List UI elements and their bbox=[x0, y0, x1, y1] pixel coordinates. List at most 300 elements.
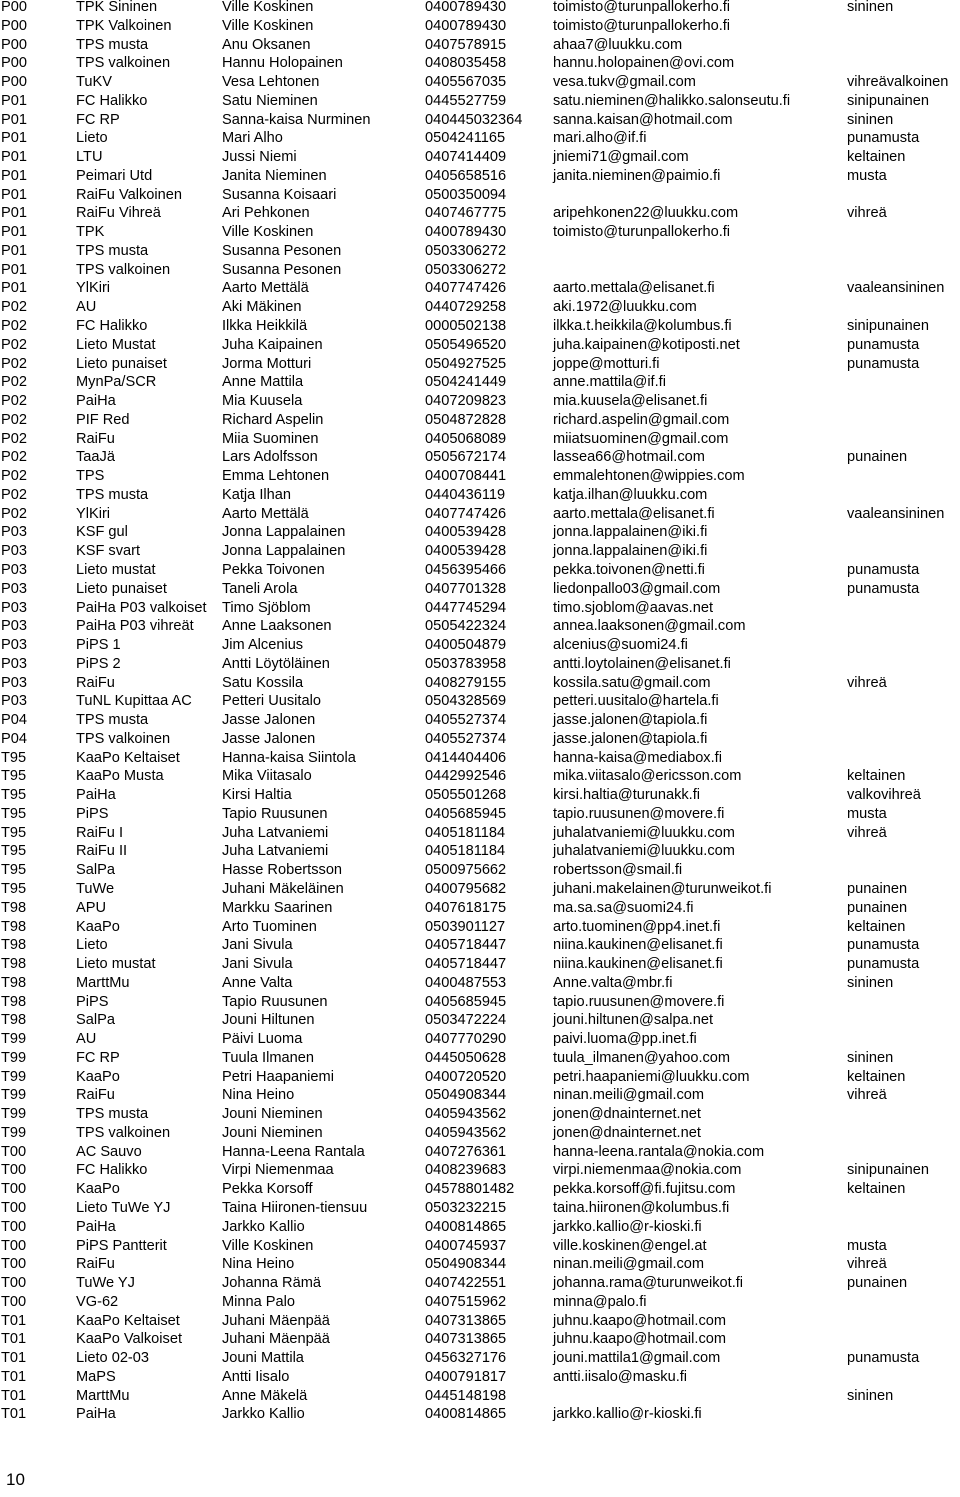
color-cell: punamusta bbox=[847, 956, 920, 973]
color-cell: punamusta bbox=[847, 1350, 920, 1367]
contact-name-cell: Susanna Pesonen bbox=[222, 242, 342, 259]
email-cell[interactable]: tapio.ruusunen@movere.fi bbox=[553, 805, 725, 822]
team-cell: FC RP bbox=[76, 111, 120, 128]
team-cell: RaiFu bbox=[76, 1256, 115, 1273]
contact-name-cell: Markku Saarinen bbox=[222, 899, 333, 916]
contact-name-cell: Jussi Niemi bbox=[222, 149, 297, 166]
contact-name-cell: Mia Kuusela bbox=[222, 393, 303, 410]
team-cell: TPS valkoinen bbox=[76, 1124, 171, 1141]
phone-cell: 04578801482 bbox=[425, 1181, 515, 1198]
table-row bbox=[0, 111, 960, 130]
color-cell: punamusta bbox=[847, 561, 920, 578]
table-row bbox=[0, 824, 960, 843]
table-row bbox=[0, 1161, 960, 1180]
phone-cell: 0400789430 bbox=[425, 17, 507, 34]
contact-name-cell: Anne Mattila bbox=[222, 374, 304, 391]
table-row bbox=[0, 730, 960, 749]
series-cell: T01 bbox=[1, 1350, 27, 1367]
phone-cell: 0405527374 bbox=[425, 712, 507, 729]
team-cell: FC Halikko bbox=[76, 318, 148, 335]
contact-name-cell: Minna Palo bbox=[222, 1293, 296, 1310]
table-row bbox=[0, 1086, 960, 1105]
email-cell[interactable]: taina.hiironen@kolumbus.fi bbox=[553, 1200, 730, 1216]
email-cell[interactable]: aripehkonen22@luukku.com bbox=[553, 205, 739, 222]
phone-cell: 0504241165 bbox=[425, 130, 506, 147]
phone-cell: 0503472224 bbox=[425, 1012, 507, 1029]
phone-cell: 0407701328 bbox=[425, 580, 507, 597]
team-cell: MaPS bbox=[76, 1368, 116, 1385]
color-cell: sininen bbox=[847, 1387, 894, 1404]
contact-name-cell: Tapio Ruusunen bbox=[222, 993, 328, 1010]
email-cell[interactable]: jarkko.kallio@r-kioski.fi bbox=[553, 1218, 702, 1235]
table-row bbox=[0, 1237, 960, 1256]
contact-name-cell: Taina Hiironen-tiensuu bbox=[222, 1200, 368, 1216]
email-cell[interactable]: mika.viitasalo@ericsson.com bbox=[553, 768, 742, 785]
email-cell[interactable]: vesa.tukv@gmail.com bbox=[553, 74, 696, 91]
team-cell: TPS musta bbox=[76, 36, 149, 53]
series-cell: T98 bbox=[1, 1012, 27, 1029]
table-row bbox=[0, 204, 960, 223]
contact-name-cell: Mari Alho bbox=[222, 130, 283, 147]
contact-name-cell: Ville Koskinen bbox=[222, 17, 314, 34]
contact-name-cell: Sanna-kaisa Nurminen bbox=[222, 111, 371, 128]
phone-cell: 0400708441 bbox=[425, 468, 507, 485]
table-row bbox=[0, 936, 960, 955]
color-cell: sininen bbox=[847, 1049, 894, 1066]
team-cell: RaiFu bbox=[76, 1087, 115, 1104]
color-cell: vihreä bbox=[847, 205, 887, 222]
email-cell[interactable]: mia.kuusela@elisanet.fi bbox=[553, 393, 708, 410]
color-cell: vihreävalkoinen bbox=[847, 74, 949, 91]
email-cell[interactable]: virpi.niemenmaa@nokia.com bbox=[553, 1162, 742, 1179]
team-cell: APU bbox=[76, 899, 107, 916]
team-cell: TPK Valkoinen bbox=[76, 17, 172, 34]
team-cell: TPS musta bbox=[76, 1106, 149, 1123]
team-cell: FC Halikko bbox=[76, 1162, 148, 1179]
email-cell[interactable]: tuula_ilmanen@yahoo.com bbox=[553, 1049, 731, 1066]
email-cell[interactable]: Anne.valta@mbr.fi bbox=[553, 974, 673, 991]
table-row bbox=[0, 899, 960, 918]
phone-cell: 0445148198 bbox=[425, 1387, 507, 1404]
phone-cell: 0503306272 bbox=[425, 242, 507, 259]
series-cell: T99 bbox=[1, 1106, 27, 1123]
contact-name-cell: Juha Latvaniemi bbox=[222, 843, 329, 860]
series-cell: P04 bbox=[1, 730, 27, 747]
series-cell: P02 bbox=[1, 411, 27, 428]
contact-name-cell: Jasse Jalonen bbox=[222, 712, 316, 729]
table-row bbox=[0, 561, 960, 580]
email-cell[interactable]: lassea66@hotmail.com bbox=[553, 449, 705, 466]
series-cell: T01 bbox=[1, 1406, 27, 1423]
team-cell: YlKiri bbox=[76, 280, 111, 297]
series-cell: T00 bbox=[1, 1293, 27, 1310]
contact-name-cell: Anne Mäkelä bbox=[222, 1387, 308, 1404]
contact-name-cell: Juhani Mäenpää bbox=[222, 1331, 330, 1348]
table-row bbox=[0, 1180, 960, 1199]
table-row bbox=[0, 392, 960, 411]
contact-name-cell: Lars Adolfsson bbox=[222, 449, 318, 466]
team-cell: KaaPo Keltaiset bbox=[76, 1312, 180, 1329]
team-cell: PaiHa bbox=[76, 393, 116, 410]
color-cell: sinipunainen bbox=[847, 318, 929, 335]
contact-name-cell: Richard Aspelin bbox=[222, 411, 324, 428]
email-cell[interactable]: jasse.jalonen@tapiola.fi bbox=[553, 712, 708, 729]
email-cell[interactable]: kossila.satu@gmail.com bbox=[553, 674, 711, 691]
email-cell[interactable]: jasse.jalonen@tapiola.fi bbox=[553, 730, 708, 747]
phone-cell: 0405527374 bbox=[425, 730, 507, 747]
table-row bbox=[0, 955, 960, 974]
email-cell[interactable]: ninan.meili@gmail.com bbox=[553, 1087, 705, 1104]
series-cell: P03 bbox=[1, 655, 27, 672]
phone-cell: 0405068089 bbox=[425, 430, 507, 447]
series-cell: P03 bbox=[1, 674, 27, 691]
contact-name-cell: Anu Oksanen bbox=[222, 36, 311, 53]
color-cell: musta bbox=[847, 167, 887, 184]
phone-cell: 0407467775 bbox=[425, 205, 507, 222]
contact-name-cell: Nina Heino bbox=[222, 1256, 295, 1273]
series-cell: P01 bbox=[1, 224, 27, 241]
table-row bbox=[0, 448, 960, 467]
phone-cell: 0503901127 bbox=[425, 918, 506, 935]
contact-name-cell: Jonna Lappalainen bbox=[222, 524, 346, 541]
color-cell: keltainen bbox=[847, 768, 906, 785]
email-cell[interactable]: aarto.mettala@elisanet.fi bbox=[553, 280, 715, 297]
team-cell: RaiFu bbox=[76, 430, 115, 447]
team-cell: RaiFu I bbox=[76, 824, 124, 841]
email-cell[interactable]: juhnu.kaapo@hotmail.com bbox=[553, 1312, 727, 1329]
phone-cell: 0407747426 bbox=[425, 280, 507, 297]
email-cell[interactable]: alcenius@suomi24.fi bbox=[553, 637, 688, 654]
series-cell: T00 bbox=[1, 1237, 27, 1254]
color-cell: punamusta bbox=[847, 937, 920, 954]
phone-cell: 0405181184 bbox=[425, 843, 506, 860]
contact-name-cell: Aki Mäkinen bbox=[222, 299, 302, 316]
email-cell[interactable]: mari.alho@if.fi bbox=[553, 130, 647, 147]
phone-cell: 0400539428 bbox=[425, 524, 507, 541]
email-cell[interactable]: aarto.mettala@elisanet.fi bbox=[553, 505, 715, 522]
contact-name-cell: Jarkko Kallio bbox=[222, 1218, 305, 1235]
color-cell: keltainen bbox=[847, 1181, 906, 1198]
series-cell: T98 bbox=[1, 956, 27, 973]
contact-name-cell: Miia Suominen bbox=[222, 430, 319, 447]
phone-cell: 0405181184 bbox=[425, 824, 506, 841]
series-cell: P02 bbox=[1, 486, 27, 503]
team-cell: TPS musta bbox=[76, 242, 149, 259]
series-cell: T98 bbox=[1, 993, 27, 1010]
contact-name-cell: Pekka Toivonen bbox=[222, 561, 325, 578]
series-cell: T01 bbox=[1, 1368, 27, 1385]
email-cell[interactable]: niina.kaukinen@elisanet.fi bbox=[553, 956, 723, 973]
series-cell: P01 bbox=[1, 92, 27, 109]
team-cell: PaiHa bbox=[76, 787, 116, 804]
phone-cell: 0407515962 bbox=[425, 1293, 507, 1310]
team-cell: TuNL Kupittaa AC bbox=[76, 693, 192, 710]
table-row bbox=[0, 411, 960, 430]
email-cell[interactable]: niina.kaukinen@elisanet.fi bbox=[553, 937, 723, 954]
table-row bbox=[0, 674, 960, 693]
email-cell[interactable]: timo.sjoblom@aavas.net bbox=[553, 599, 714, 616]
table-row bbox=[0, 129, 960, 148]
contact-name-cell: Mika Viitasalo bbox=[222, 768, 312, 785]
phone-cell: 0407618175 bbox=[425, 899, 507, 916]
email-cell[interactable]: hannu.holopainen@ovi.com bbox=[553, 55, 735, 72]
team-cell: AU bbox=[76, 299, 97, 316]
email-cell[interactable]: juhnu.kaapo@hotmail.com bbox=[553, 1331, 727, 1348]
color-cell: sininen bbox=[847, 974, 894, 991]
contact-name-cell: Ville Koskinen bbox=[222, 0, 314, 15]
table-row bbox=[0, 298, 960, 317]
color-cell: punainen bbox=[847, 1275, 908, 1292]
color-cell: sininen bbox=[847, 111, 894, 128]
color-cell: punamusta bbox=[847, 355, 920, 372]
phone-cell: 0405567035 bbox=[425, 74, 507, 91]
phone-cell: 0503232215 bbox=[425, 1200, 507, 1216]
team-cell: KaaPo bbox=[76, 918, 120, 935]
email-cell[interactable]: satu.nieminen@halikko.salonseutu.fi bbox=[553, 92, 791, 109]
email-cell[interactable]: richard.aspelin@gmail.com bbox=[553, 411, 730, 428]
email-cell[interactable]: jouni.hiltunen@salpa.net bbox=[553, 1012, 714, 1029]
phone-cell: 040445032364 bbox=[425, 111, 523, 128]
table-row bbox=[0, 486, 960, 505]
phone-cell: 0442992546 bbox=[425, 768, 507, 785]
color-cell: punainen bbox=[847, 899, 908, 916]
email-cell[interactable]: ilkka.t.heikkila@kolumbus.fi bbox=[553, 318, 732, 335]
email-cell[interactable]: joppe@motturi.fi bbox=[553, 355, 660, 372]
table-row bbox=[0, 1293, 960, 1312]
phone-cell: 0407422551 bbox=[425, 1275, 507, 1292]
team-cell: Lieto mustat bbox=[76, 561, 156, 578]
email-cell[interactable]: hanna-leena.rantala@nokia.com bbox=[553, 1143, 765, 1160]
team-cell: TaaJä bbox=[76, 449, 115, 466]
team-cell: AU bbox=[76, 1031, 97, 1048]
email-cell[interactable]: juhalatvaniemi@luukku.com bbox=[553, 824, 735, 841]
contact-name-cell: Anne Valta bbox=[222, 974, 293, 991]
team-cell: Lieto Mustat bbox=[76, 336, 156, 353]
team-cell: LTU bbox=[76, 149, 103, 166]
series-cell: P01 bbox=[1, 261, 27, 278]
team-cell: TPS bbox=[76, 468, 105, 485]
table-row bbox=[0, 1218, 960, 1237]
team-cell: RaiFu II bbox=[76, 843, 128, 860]
color-cell: musta bbox=[847, 1237, 887, 1254]
email-cell[interactable]: miiatsuominen@gmail.com bbox=[553, 430, 729, 447]
team-cell: RaiFu Valkoinen bbox=[76, 186, 182, 203]
team-cell: SalPa bbox=[76, 862, 115, 879]
phone-cell: 0400789430 bbox=[425, 0, 507, 15]
email-cell[interactable]: jarkko.kallio@r-kioski.fi bbox=[553, 1406, 702, 1423]
table-row bbox=[0, 523, 960, 542]
table-row bbox=[0, 918, 960, 937]
email-cell[interactable]: hanna-kaisa@mediabox.fi bbox=[553, 749, 722, 766]
email-cell[interactable]: jouni.mattila1@gmail.com bbox=[553, 1350, 721, 1367]
team-cell: TPS musta bbox=[76, 486, 149, 503]
phone-cell: 0505422324 bbox=[425, 618, 507, 635]
color-cell: valkovihreä bbox=[847, 787, 921, 804]
contact-name-cell: Aarto Mettälä bbox=[222, 280, 309, 297]
phone-cell: 0505501268 bbox=[425, 787, 507, 804]
email-cell[interactable]: ahaa7@luukku.com bbox=[553, 36, 683, 53]
team-cell: MarttMu bbox=[76, 1387, 130, 1404]
series-cell: P03 bbox=[1, 637, 27, 654]
phone-cell: 0407747426 bbox=[425, 505, 507, 522]
series-cell: P02 bbox=[1, 468, 27, 485]
email-cell[interactable]: jonen@dnainternet.net bbox=[553, 1106, 701, 1123]
email-cell[interactable]: liedonpallo03@gmail.com bbox=[553, 580, 721, 597]
table-row bbox=[0, 1105, 960, 1124]
team-cell: Lieto 02-03 bbox=[76, 1350, 150, 1367]
color-cell: punamusta bbox=[847, 336, 920, 353]
email-cell[interactable]: toimisto@turunpallokerho.fi bbox=[553, 0, 731, 15]
email-cell[interactable]: ville.koskinen@engel.at bbox=[553, 1237, 707, 1254]
series-cell: T95 bbox=[1, 824, 27, 841]
email-cell[interactable]: juhani.makelainen@turunweikot.fi bbox=[553, 880, 772, 897]
table-row bbox=[0, 1330, 960, 1349]
color-cell: vihreä bbox=[847, 1256, 887, 1273]
email-cell[interactable]: johanna.rama@turunweikot.fi bbox=[553, 1275, 744, 1292]
phone-cell: 0405685945 bbox=[425, 805, 507, 822]
table-row bbox=[0, 805, 960, 824]
table-row bbox=[0, 1349, 960, 1368]
series-cell: P00 bbox=[1, 0, 27, 15]
phone-cell: 0414404406 bbox=[425, 749, 507, 766]
team-cell: KaaPo bbox=[76, 1068, 120, 1085]
series-cell: P02 bbox=[1, 393, 27, 410]
phone-cell: 0408279155 bbox=[425, 674, 507, 691]
phone-cell: 0400791817 bbox=[425, 1368, 507, 1385]
table-row bbox=[0, 1049, 960, 1068]
email-cell[interactable]: jniemi71@gmail.com bbox=[553, 149, 689, 166]
phone-cell: 0440729258 bbox=[425, 299, 507, 316]
table-row bbox=[0, 430, 960, 449]
phone-cell: 0503306272 bbox=[425, 261, 507, 278]
series-cell: T01 bbox=[1, 1387, 27, 1404]
email-cell[interactable]: sanna.kaisan@hotmail.com bbox=[553, 111, 733, 128]
team-cell: TPK Sininen bbox=[76, 0, 158, 15]
team-cell: FC Halikko bbox=[76, 92, 148, 109]
contact-name-cell: Hanna-Leena Rantala bbox=[222, 1143, 365, 1160]
table-row bbox=[0, 467, 960, 486]
email-cell[interactable]: juha.kaipainen@kotiposti.net bbox=[553, 336, 740, 353]
series-cell: T95 bbox=[1, 805, 27, 822]
team-cell: AC Sauvo bbox=[76, 1143, 142, 1160]
team-cell: Lieto mustat bbox=[76, 956, 156, 973]
contact-name-cell: Jouni Mattila bbox=[222, 1350, 304, 1367]
table-row bbox=[0, 186, 960, 205]
series-cell: T00 bbox=[1, 1181, 27, 1198]
email-cell[interactable]: juhalatvaniemi@luukku.com bbox=[553, 843, 735, 860]
team-cell: FC RP bbox=[76, 1049, 120, 1066]
team-cell: TPS musta bbox=[76, 712, 149, 729]
table-row bbox=[0, 92, 960, 111]
email-cell[interactable]: ninan.meili@gmail.com bbox=[553, 1256, 705, 1273]
series-cell: P00 bbox=[1, 36, 27, 53]
series-cell: P02 bbox=[1, 318, 27, 335]
series-cell: T95 bbox=[1, 843, 27, 860]
table-row bbox=[0, 1312, 960, 1331]
email-cell[interactable]: kirsi.haltia@turunakk.fi bbox=[553, 787, 701, 804]
email-cell[interactable]: pekka.korsoff@fi.fujitsu.com bbox=[553, 1181, 736, 1198]
contact-name-cell: Jouni Nieminen bbox=[222, 1124, 323, 1141]
email-cell[interactable]: jonen@dnainternet.net bbox=[553, 1124, 701, 1141]
table-row bbox=[0, 1143, 960, 1162]
contact-name-cell: Arto Tuominen bbox=[222, 918, 317, 935]
phone-cell: 0445527759 bbox=[425, 92, 507, 109]
series-cell: P03 bbox=[1, 599, 27, 616]
email-cell[interactable]: katja.ilhan@luukku.com bbox=[553, 486, 708, 503]
phone-cell: 0400720520 bbox=[425, 1068, 507, 1085]
color-cell: sininen bbox=[847, 0, 894, 15]
table-row bbox=[0, 861, 960, 880]
series-cell: P00 bbox=[1, 74, 27, 91]
email-cell[interactable]: anne.mattila@if.fi bbox=[553, 374, 666, 391]
series-cell: P03 bbox=[1, 580, 27, 597]
series-cell: P01 bbox=[1, 205, 27, 222]
email-cell[interactable]: petri.haapaniemi@luukku.com bbox=[553, 1068, 750, 1085]
contact-name-cell: Satu Kossila bbox=[222, 674, 304, 691]
phone-cell: 0400539428 bbox=[425, 543, 507, 560]
table-row bbox=[0, 1387, 960, 1406]
team-cell: PaiHa P03 vihreät bbox=[76, 618, 194, 635]
email-cell[interactable]: tapio.ruusunen@movere.fi bbox=[553, 993, 725, 1010]
color-cell: punamusta bbox=[847, 580, 920, 597]
phone-cell: 0408239683 bbox=[425, 1162, 507, 1179]
contact-name-cell: Susanna Pesonen bbox=[222, 261, 342, 278]
email-cell[interactable]: emmalehtonen@wippies.com bbox=[553, 468, 745, 485]
email-cell[interactable]: toimisto@turunpallokerho.fi bbox=[553, 17, 731, 34]
team-cell: VG-62 bbox=[76, 1293, 119, 1310]
table-row bbox=[0, 355, 960, 374]
email-cell[interactable]: janita.nieminen@paimio.fi bbox=[553, 167, 721, 184]
email-cell[interactable]: ma.sa.sa@suomi24.fi bbox=[553, 899, 694, 916]
phone-cell: 0407770290 bbox=[425, 1031, 507, 1048]
phone-cell: 0500975662 bbox=[425, 862, 507, 879]
series-cell: P01 bbox=[1, 242, 27, 259]
email-cell[interactable]: robertsson@smail.fi bbox=[553, 862, 683, 879]
email-cell[interactable]: annea.laaksonen@gmail.com bbox=[553, 618, 746, 635]
team-cell: KaaPo bbox=[76, 1181, 120, 1198]
team-cell: TuKV bbox=[76, 74, 112, 91]
phone-cell: 0440436119 bbox=[425, 486, 506, 503]
color-cell: punainen bbox=[847, 449, 908, 466]
email-cell[interactable]: jonna.lappalainen@iki.fi bbox=[553, 524, 708, 541]
table-row bbox=[0, 636, 960, 655]
email-cell[interactable]: toimisto@turunpallokerho.fi bbox=[553, 224, 731, 241]
phone-cell: 0500350094 bbox=[425, 186, 507, 203]
email-cell[interactable]: arto.tuominen@pp4.inet.fi bbox=[553, 918, 721, 935]
table-row bbox=[0, 373, 960, 392]
phone-cell: 0456327176 bbox=[425, 1350, 507, 1367]
email-cell[interactable]: minna@palo.fi bbox=[553, 1293, 647, 1310]
email-cell[interactable]: petteri.uusitalo@hartela.fi bbox=[553, 693, 719, 710]
series-cell: P04 bbox=[1, 712, 27, 729]
email-cell[interactable]: pekka.toivonen@netti.fi bbox=[553, 561, 705, 578]
email-cell[interactable]: antti.loytolainen@elisanet.fi bbox=[553, 655, 731, 672]
team-cell: Lieto punaiset bbox=[76, 580, 167, 597]
contact-name-cell: Hanna-kaisa Siintola bbox=[222, 749, 356, 766]
email-cell[interactable]: jonna.lappalainen@iki.fi bbox=[553, 543, 708, 560]
series-cell: T99 bbox=[1, 1124, 27, 1141]
team-cell: Peimari Utd bbox=[76, 167, 153, 184]
team-cell: PiPS Pantterit bbox=[76, 1237, 167, 1254]
email-cell[interactable]: paivi.luoma@pp.inet.fi bbox=[553, 1031, 697, 1048]
series-cell: T98 bbox=[1, 974, 27, 991]
series-cell: T95 bbox=[1, 787, 27, 804]
contact-name-cell: Susanna Koisaari bbox=[222, 186, 337, 203]
email-cell[interactable]: antti.iisalo@masku.fi bbox=[553, 1368, 688, 1385]
table-row bbox=[0, 692, 960, 711]
email-cell[interactable]: aki.1972@luukku.com bbox=[553, 299, 697, 316]
team-cell: TPS valkoinen bbox=[76, 261, 171, 278]
